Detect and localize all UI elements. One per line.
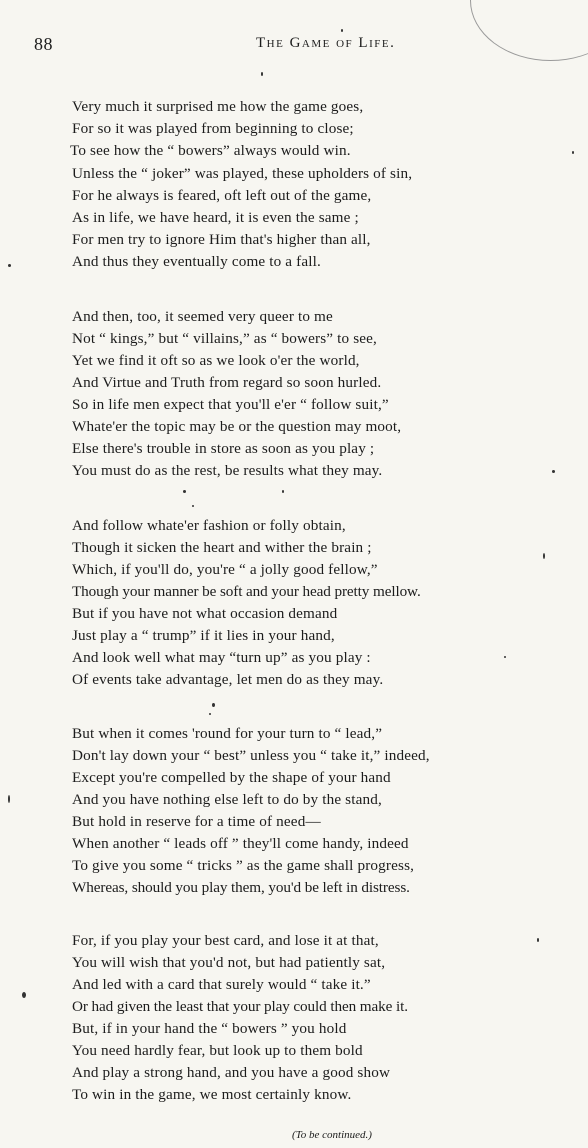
stanza-line: And look well what may “turn up” as you play : <box>72 649 371 666</box>
stanza-line: But when it comes 'round for your turn to “ lead,” <box>72 725 383 742</box>
stanza-line: And thus they eventually come to a fall. <box>72 253 321 270</box>
stanza-line: Just play a “ trump” if it lies in your hand, <box>72 627 335 644</box>
continuation-note: (To be continued.) <box>292 1129 372 1141</box>
print-speck <box>183 490 186 493</box>
print-speck <box>8 795 10 803</box>
stanza-line: So in life men expect that you'll e'er “ follow suit,” <box>72 396 389 413</box>
running-title: The Game of Life. <box>256 35 396 51</box>
print-speck <box>341 29 343 32</box>
stanza-line: For so it was played from beginning to close; <box>72 120 354 137</box>
print-speck <box>8 264 11 267</box>
stanza-line: Yet we find it oft so as we look o'er the world, <box>72 352 360 369</box>
stanza-line: To see how the “ bowers” always would win. <box>70 142 351 159</box>
stanza-line: When another “ leads off ” they'll come handy, indeed <box>72 835 409 852</box>
stanza-line: To give you some “ tricks ” as the game shall progress, <box>72 857 415 874</box>
page-number: 88 <box>34 34 53 54</box>
stanza-line: Except you're compelled by the shape of your hand <box>72 769 391 786</box>
print-speck <box>22 992 26 998</box>
stanza-line: And play a strong hand, and you have a good show <box>72 1064 391 1081</box>
stanza-line: Or had given the least that your play could then make it. <box>72 998 408 1015</box>
stanza-line: But hold in reserve for a time of need— <box>72 813 321 830</box>
print-speck <box>572 151 574 154</box>
stanza-line: Though your manner be soft and your head pretty mellow. <box>72 583 421 600</box>
stanza-line: Though it sicken the heart and wither the brain ; <box>72 539 372 556</box>
stanza-line: And Virtue and Truth from regard so soon hurled. <box>72 374 382 391</box>
stanza-line: Don't lay down your “ best” unless you “ take it,” indeed, <box>72 747 430 764</box>
stanza-line: As in life, we have heard, it is even the same ; <box>72 209 359 226</box>
stanza-line: For, if you play your best card, and lose it at that, <box>72 932 379 949</box>
print-speck <box>261 72 263 76</box>
print-speck <box>212 703 215 707</box>
stanza-line: For men try to ignore Him that's higher than all, <box>72 231 371 248</box>
stanza-line: And led with a card that surely would “ take it.” <box>72 976 371 993</box>
stanza-line: And then, too, it seemed very queer to me <box>72 308 333 325</box>
stanza-line: You must do as the rest, be results what they may. <box>72 462 383 479</box>
stanza-line: Not “ kings,” but “ villains,” as “ bowers” to see, <box>72 330 377 347</box>
stanza-line: To win in the game, we most certainly know. <box>72 1086 352 1103</box>
stanza-line: Which, if you'll do, you're “ a jolly good fellow,” <box>72 561 378 578</box>
print-speck <box>504 656 506 658</box>
stanza-line: For he always is feared, oft left out of the game, <box>72 187 372 204</box>
stanza-line: Unless the “ joker” was played, these upholders of sin, <box>72 165 413 182</box>
print-speck <box>537 938 539 942</box>
print-speck <box>282 490 284 493</box>
stanza-line: And follow whate'er fashion or folly obtain, <box>72 517 346 534</box>
stanza-line: Of events take advantage, let men do as they may. <box>72 671 384 688</box>
stanza-line: Very much it surprised me how the game goes, <box>72 98 364 115</box>
stanza-line: Whereas, should you play them, you'd be left in distress. <box>72 879 410 896</box>
print-speck <box>543 553 545 559</box>
print-speck <box>552 470 555 473</box>
stanza-line: Whate'er the topic may be or the question may moot, <box>72 418 402 435</box>
print-speck <box>192 505 194 507</box>
stanza-line: Else there's trouble in store as soon as you play ; <box>72 440 375 457</box>
stanza-line: But if you have not what occasion demand <box>72 605 338 622</box>
stanza-line: But, if in your hand the “ bowers ” you hold <box>72 1020 347 1037</box>
stanza-line: And you have nothing else left to do by the stand, <box>72 791 382 808</box>
print-speck <box>209 713 211 715</box>
stanza-line: You will wish that you'd not, but had patiently sat, <box>72 954 386 971</box>
stanza-line: You need hardly fear, but look up to them bold <box>72 1042 363 1059</box>
